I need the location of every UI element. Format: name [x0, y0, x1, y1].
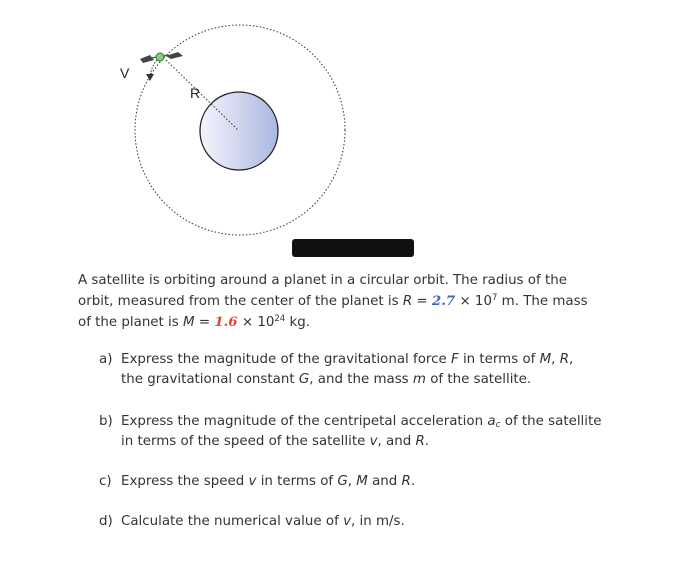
mass-variable: M	[183, 315, 195, 330]
part-a: a) Express the magnitude of the gravitational force F in terms of M, R, the gravitational constant G, and the mass m of the satellite.	[99, 352, 574, 387]
part-b: b) Express the magnitude of the centripetal acceleration $a_c$ of the satellite in terms of the speed of the satellite v, and R.	[99, 414, 602, 449]
mass-exponent: 24	[274, 314, 286, 324]
orbit-diagram	[0, 0, 360, 240]
part-c-label: c)	[99, 474, 112, 489]
radius-label: R	[190, 85, 201, 101]
velocity-arrowhead	[146, 74, 154, 81]
problem-statement	[78, 271, 648, 333]
part-d: d) Calculate the numerical value of v, in m/s.	[99, 512, 659, 532]
satellite-icon	[140, 52, 183, 63]
part-c: c) Express the speed v in terms of G, M and R.	[99, 472, 659, 492]
mass-value: 1.6	[214, 314, 238, 330]
planet	[200, 92, 278, 170]
part-d-label: d)	[99, 514, 113, 529]
problem-line-2: orbit, measured from the center of the planet is $R = 2.7 \times 10^7$ m. The mass	[78, 293, 588, 309]
velocity-label: V	[120, 65, 130, 81]
part-a-label: a)	[99, 352, 113, 367]
problem-line-1: A satellite is orbiting around a planet in a circular orbit. The radius of the	[78, 273, 567, 288]
radius-variable: R	[402, 294, 413, 309]
redaction-bar	[292, 239, 414, 257]
part-b-label: b)	[99, 414, 113, 429]
radius-value: 2.7	[431, 293, 456, 309]
problem-line-3: of the planet is $M = 1.6 \times 10^{24}$ kg.	[78, 314, 310, 330]
radius-exponent: 7	[491, 293, 498, 303]
